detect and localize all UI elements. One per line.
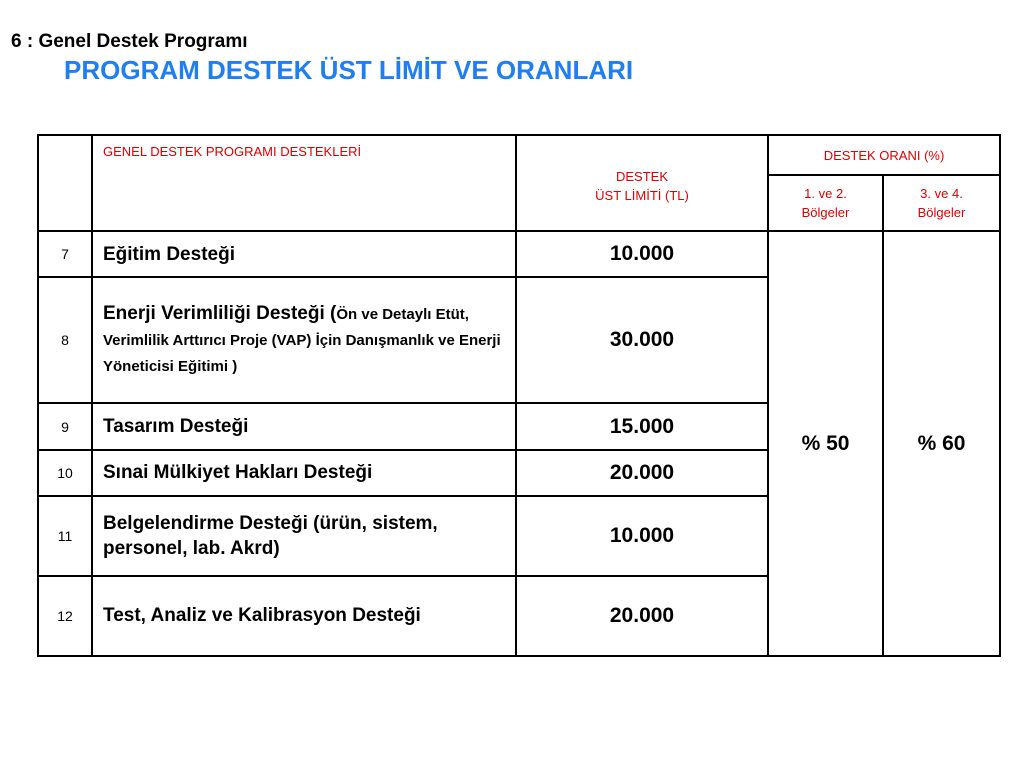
header-region-a-cell: [768, 175, 883, 231]
header-number-cell: [38, 135, 92, 231]
header-limit-cell: [516, 135, 768, 231]
section-subtitle: 6 : Genel Destek Programı: [11, 31, 248, 52]
header-region-b-line2: Bölgeler: [917, 205, 966, 221]
row-number: 8: [38, 277, 92, 403]
row-support-name: Eğitim Desteği: [92, 231, 516, 277]
row-limit-value: 20.000: [516, 450, 768, 496]
header-rate-cell: [768, 135, 1000, 175]
row-support-name: Tasarım Desteği: [92, 403, 516, 449]
header-limit-line1: DESTEK: [615, 169, 668, 185]
row-limit-value: 30.000: [516, 277, 768, 403]
page-title: PROGRAM DESTEK ÜST LİMİT VE ORANLARI: [64, 55, 634, 85]
row-support-name-detail: Ön ve Detaylı Etüt, Verimlilik Arttırıcı Proje (VAP) İçin Danışmanlık ve Enerji Yöneticisi Eğitimi ): [103, 306, 501, 376]
row-number: 12: [38, 576, 92, 656]
rate-region-b: % 60: [883, 231, 1000, 656]
header-region-b-line1: 3. ve 4.: [920, 186, 963, 202]
row-number: 10: [38, 450, 92, 496]
row-support-name: Sınai Mülkiyet Hakları Desteği: [92, 450, 516, 496]
row-limit-value: 20.000: [516, 576, 768, 656]
header-rate-label: DESTEK ORANI (%): [823, 147, 945, 163]
row-number: 9: [38, 403, 92, 449]
table-header-row: [38, 135, 1000, 175]
rate-region-a: % 50: [768, 231, 883, 656]
row-limit-value: 10.000: [516, 231, 768, 277]
row-support-name: [92, 277, 516, 403]
header-region-a-line2: Bölgeler: [801, 205, 850, 221]
row-number: 7: [38, 231, 92, 277]
row-number: 11: [38, 496, 92, 576]
row-support-name: Test, Analiz ve Kalibrasyon Desteği: [92, 576, 516, 656]
row-limit-value: 10.000: [516, 496, 768, 576]
header-region-b-cell: [883, 175, 1000, 231]
support-limits-table: [37, 134, 1001, 657]
row-limit-value: 15.000: [516, 403, 768, 449]
header-limit-line2: ÜST LİMİTİ (TL): [595, 188, 689, 204]
table-row: [38, 231, 1000, 277]
row-support-name: Belgelendirme Desteği (ürün, sistem, personel, lab. Akrd): [92, 496, 516, 576]
header-program-label: GENEL DESTEK PROGRAMI DESTEKLERİ: [103, 144, 362, 159]
header-region-a-line1: 1. ve 2.: [804, 186, 847, 202]
row-support-name-main: Enerji Verimliliği Desteği (: [103, 303, 337, 325]
header-program-cell: [92, 135, 516, 231]
